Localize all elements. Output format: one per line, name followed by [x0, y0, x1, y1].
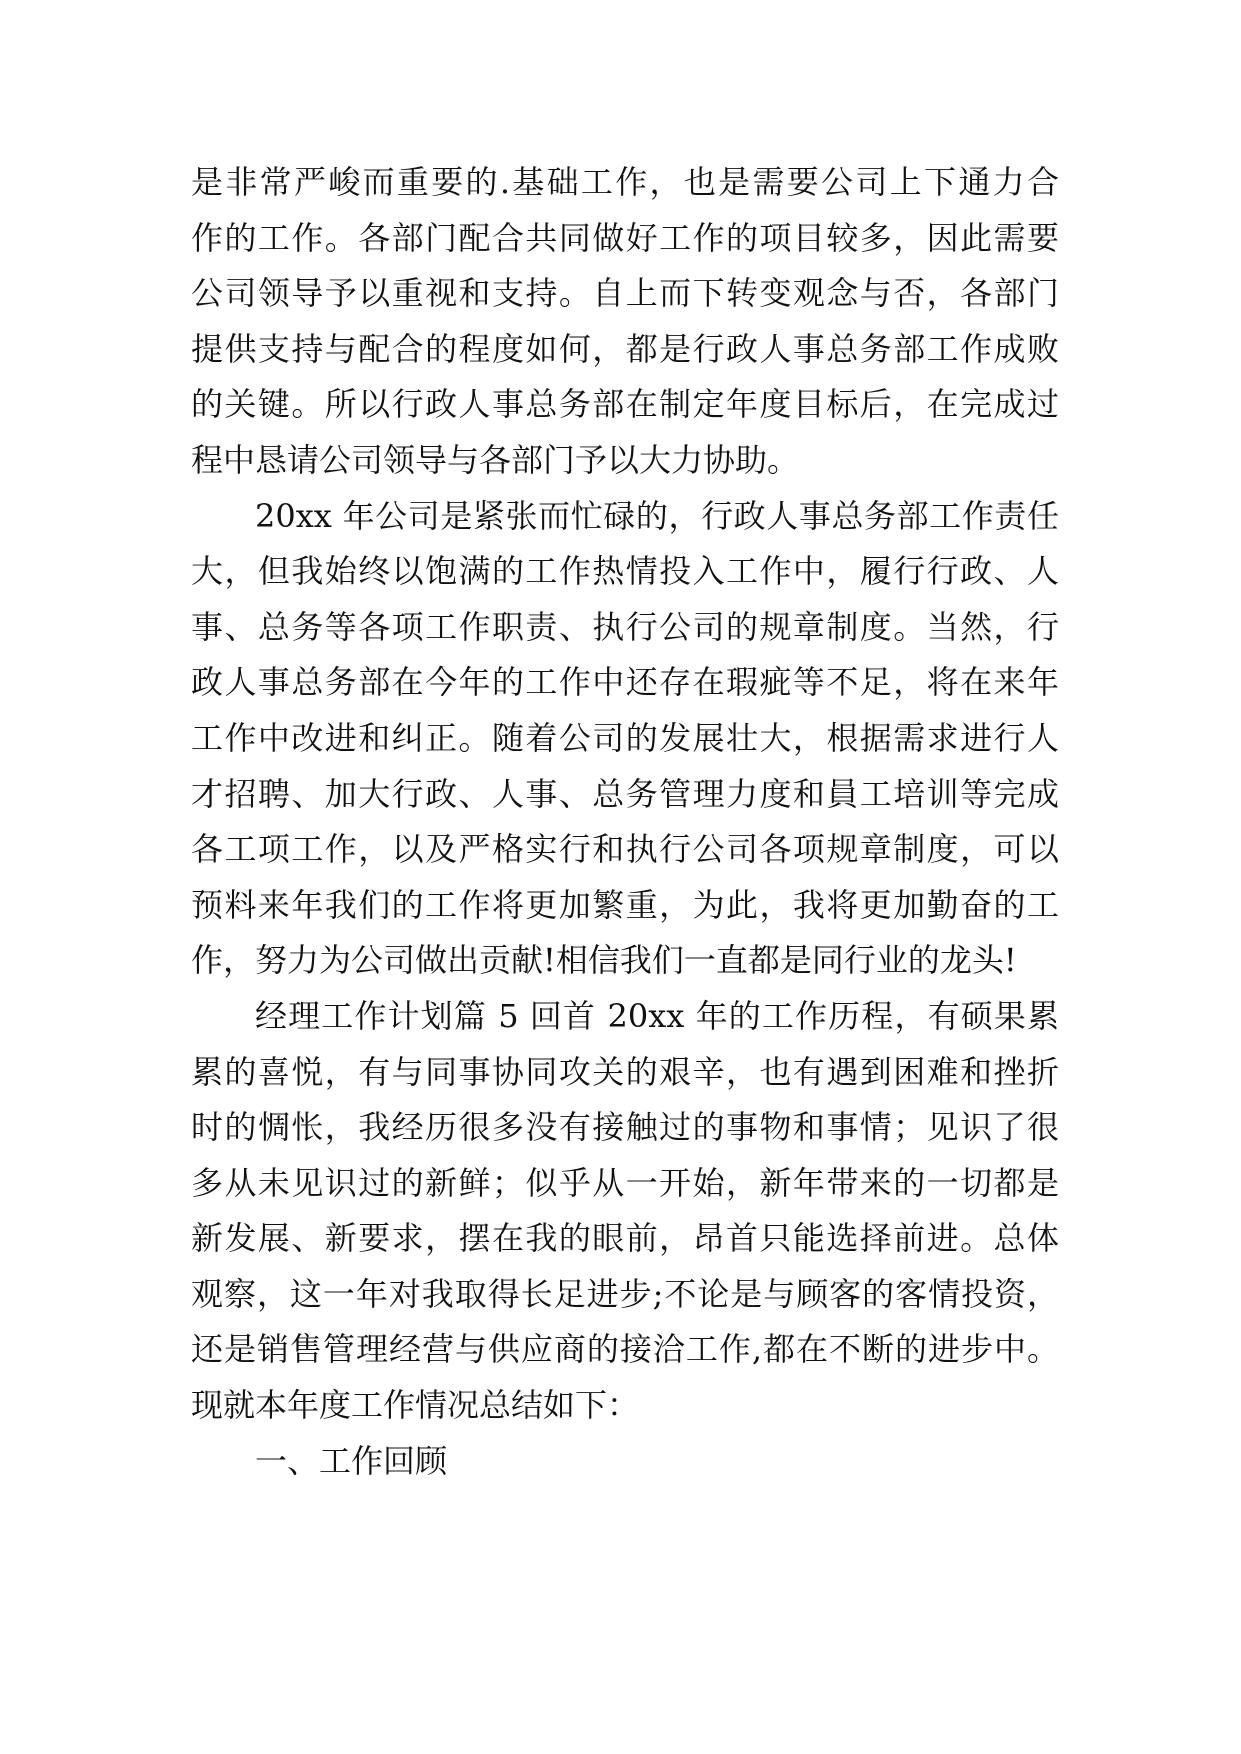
- text-line: 经理工作计划篇 5 回首 20xx 年的工作历程，有硕果累: [255, 996, 1059, 1035]
- text-line: 新发展、新要求，摆在我的眼前，昂首只能选择前进。总体: [191, 1219, 1059, 1258]
- text-line: 多从未见识过的新鲜；似乎从一开始，新年带来的一切都是: [191, 1163, 1059, 1202]
- text-line: 程中恳请公司领导与各部门予以大力协助。: [191, 440, 800, 479]
- text-line: 才招聘、加大行政、人事、总务管理力度和員工培训等完成: [191, 774, 1059, 813]
- text-line: 政人事总务部在今年的工作中还存在瑕疵等不足，将在来年: [191, 663, 1059, 702]
- text-line: 20xx 年公司是紧张而忙碌的，行政人事总务部工作责任: [255, 496, 1059, 535]
- text-line: 提供支持与配合的程度如何，都是行政人事总务部工作成败: [191, 329, 1059, 368]
- document-body: [191, 155, 1059, 1489]
- text-line: 时的惆怅，我经历很多没有接触过的事物和事情；见识了很: [191, 1108, 1059, 1147]
- text-line: 是非常严峻而重要的.基础工作，也是需要公司上下通力合: [191, 163, 1059, 201]
- text-line: 作的工作。各部门配合共同做好工作的项目较多，因此需要: [191, 218, 1059, 257]
- text-line: 观察，这一年对我取得长足进步;不论是与顾客的客情投资，: [191, 1274, 1059, 1313]
- text-line: 公司领导予以重视和支持。自上而下转变观念与否，各部门: [191, 274, 1059, 313]
- paragraph: [191, 489, 1059, 989]
- text-line: 事、总务等各项工作职责、执行公司的规章制度。当然，行: [191, 607, 1059, 646]
- text-line: 作，努力为公司做出贡献!相信我们一直都是同行业的龙头!: [191, 941, 1017, 980]
- text-line: 的关键。所以行政人事总务部在制定年度目标后，在完成过: [191, 385, 1059, 424]
- text-line: 大，但我始终以饱满的工作热情投入工作中，履行行政、人: [191, 552, 1059, 591]
- section-heading: [191, 1434, 1059, 1490]
- paragraph: [191, 989, 1059, 1434]
- text-line: 现就本年度工作情况总结如下：: [191, 1386, 640, 1425]
- text-line: 累的喜悦，有与同事协同攻关的艰辛，也有遇到困难和挫折: [191, 1052, 1059, 1091]
- text-line: 预料来年我们的工作将更加繁重，为此，我将更加勤奋的工: [191, 885, 1059, 924]
- text-line: 工作中改进和纠正。随着公司的发展壮大，根据需求进行人: [191, 718, 1059, 757]
- text-line: 各工项工作，以及严格实行和执行公司各项规章制度，可以: [191, 830, 1059, 869]
- heading-text: 一、工作回顾: [255, 1441, 448, 1480]
- text-line: 还是销售管理经营与供应商的接洽工作,都在不断的进步中。: [191, 1330, 1059, 1369]
- paragraph: [191, 155, 1059, 489]
